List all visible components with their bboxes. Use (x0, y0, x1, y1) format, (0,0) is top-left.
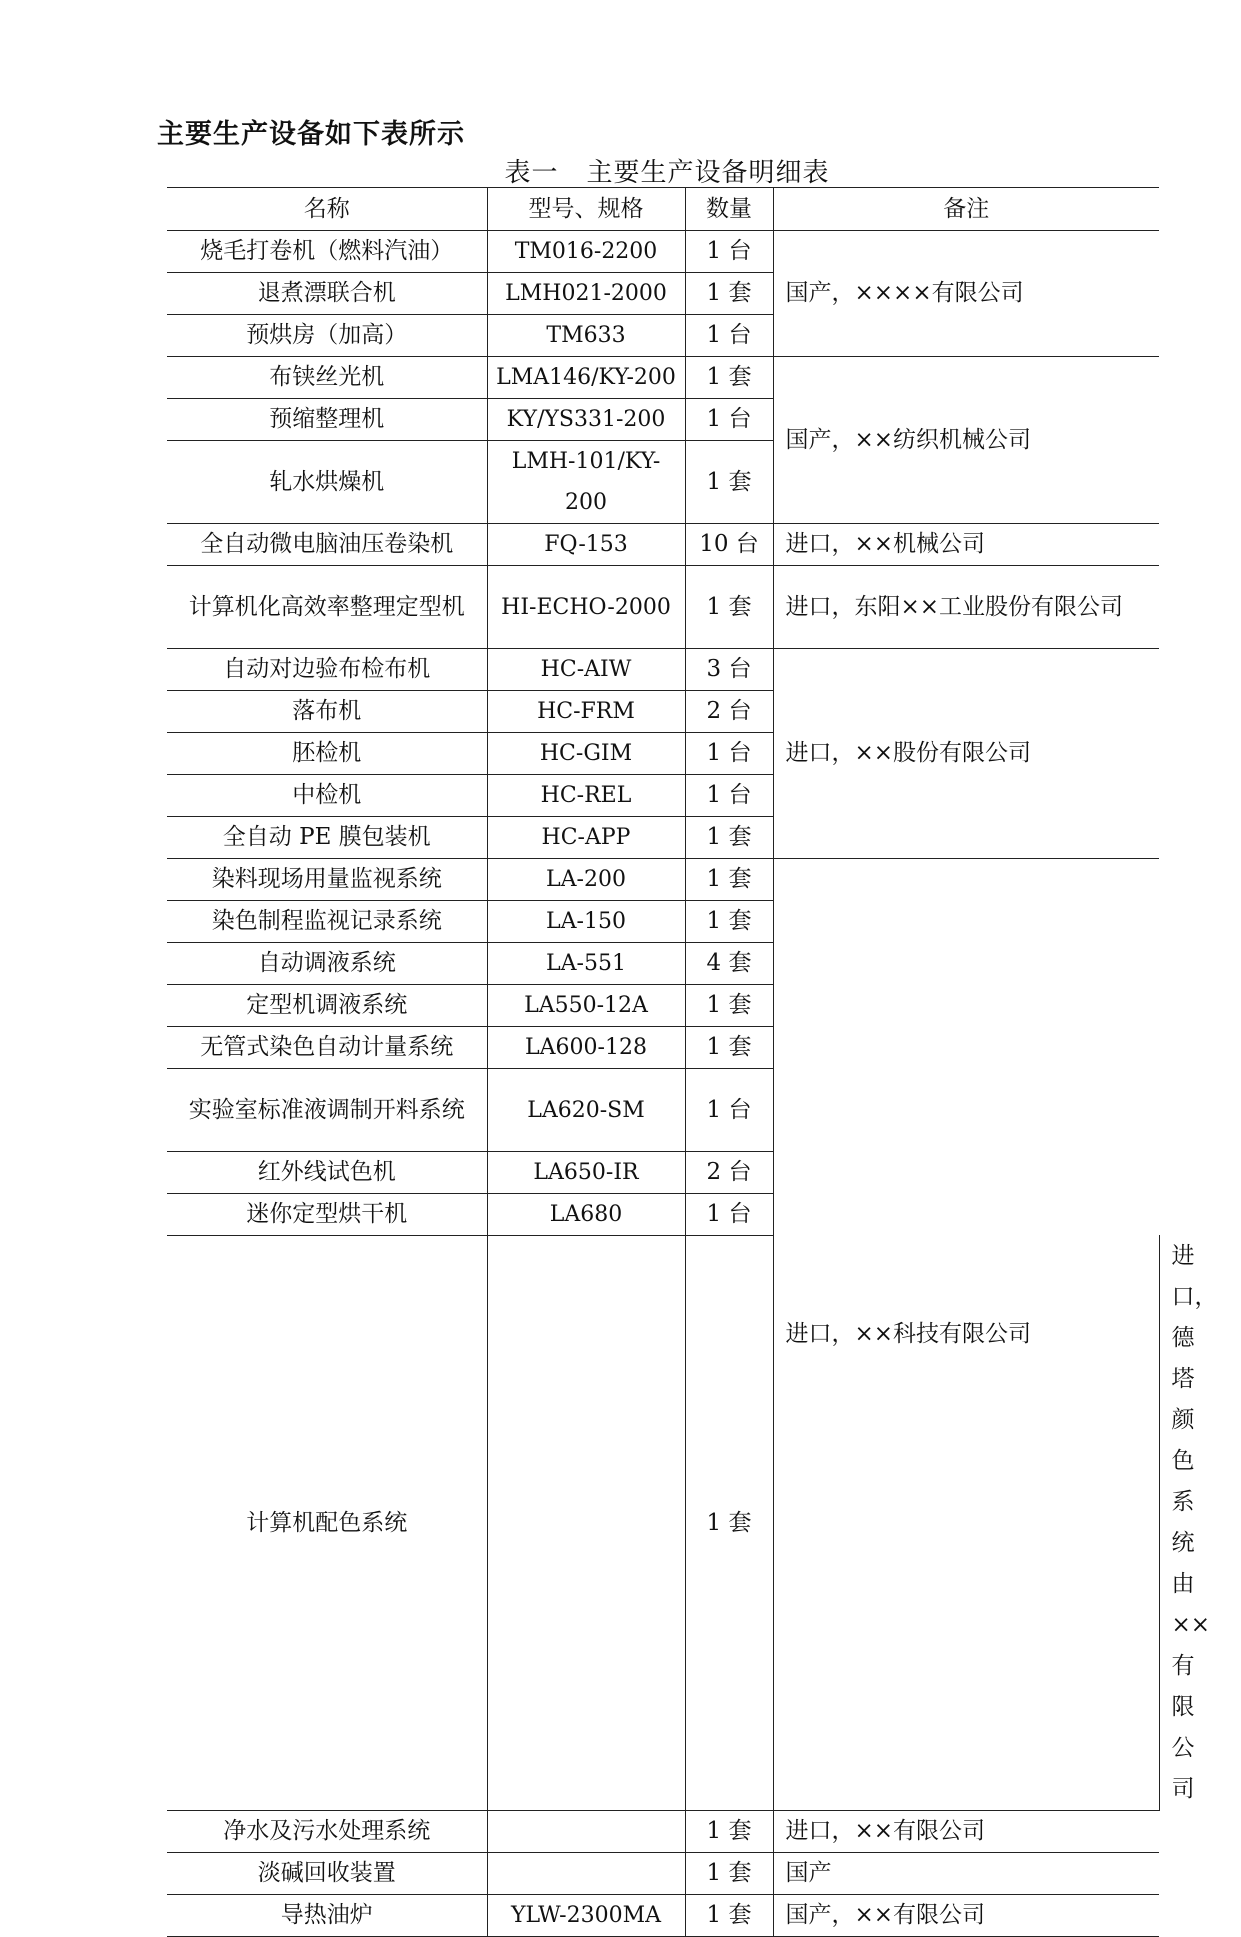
cell-remark: 进口，××机械公司 (773, 524, 1159, 566)
cell-qty: 2 台 (685, 691, 773, 733)
cell-model: HC-AIW (487, 649, 685, 691)
cell-model: LMH021-2000 (487, 273, 685, 315)
cell-model: KY/YS331-200 (487, 399, 685, 441)
cell-name: 预烘房（加高） (167, 315, 487, 357)
cell-qty: 1 套 (685, 441, 773, 524)
cell-model: LA600-128 (487, 1027, 685, 1069)
cell-name: 导热油炉 (167, 1895, 487, 1937)
cell-model: LA680 (487, 1194, 685, 1236)
equipment-table (167, 187, 1218, 1937)
table-row (167, 859, 1159, 901)
cell-model: LMH-101/KY-200 (487, 441, 685, 524)
table-title: 主要生产设备明细表 (586, 158, 830, 188)
cell-remark: 进口，××有限公司 (773, 1811, 1159, 1853)
cell-name: 自动调液系统 (167, 943, 487, 985)
cell-qty: 1 套 (685, 357, 773, 399)
cell-name: 自动对边验布检布机 (167, 649, 487, 691)
cell-model: LA-551 (487, 943, 685, 985)
cell-name: 定型机调液系统 (167, 985, 487, 1027)
cell-qty: 1 套 (685, 1895, 773, 1937)
table-row (167, 524, 1159, 566)
section-heading: 主要生产设备如下表所示 (157, 119, 465, 150)
cell-model (487, 1811, 685, 1853)
cell-qty: 1 套 (685, 901, 773, 943)
cell-model: YLW-2300MA (487, 1895, 685, 1937)
cell-qty: 1 台 (685, 399, 773, 441)
table-row (167, 1853, 1159, 1895)
cell-name: 胚检机 (167, 733, 487, 775)
cell-model: HC-FRM (487, 691, 685, 733)
table-row (167, 566, 1159, 649)
col-header-qty: 数量 (685, 188, 773, 231)
table-row (167, 1895, 1159, 1937)
cell-model: LA-150 (487, 901, 685, 943)
cell-qty: 10 台 (685, 524, 773, 566)
cell-name: 轧水烘燥机 (167, 441, 487, 524)
cell-remark: 国产，××有限公司 (773, 1895, 1159, 1937)
cell-name: 全自动微电脑油压卷染机 (167, 524, 487, 566)
cell-model: LA650-IR (487, 1152, 685, 1194)
table-row (167, 1811, 1159, 1853)
cell-name: 迷你定型烘干机 (167, 1194, 487, 1236)
cell-qty: 1 套 (685, 1811, 773, 1853)
cell-remark: 国产，××××有限公司 (773, 231, 1159, 357)
cell-qty: 1 台 (685, 1069, 773, 1152)
col-header-model: 型号、规格 (487, 188, 685, 231)
cell-name: 全自动 PE 膜包装机 (167, 817, 487, 859)
cell-name: 染色制程监视记录系统 (167, 901, 487, 943)
cell-name: 退煮漂联合机 (167, 273, 487, 315)
cell-qty: 1 套 (685, 566, 773, 649)
cell-model: FQ-153 (487, 524, 685, 566)
cell-remark: 进口，××股份有限公司 (773, 649, 1159, 859)
cell-name: 淡碱回收装置 (167, 1853, 487, 1895)
cell-model: HC-GIM (487, 733, 685, 775)
cell-model: TM633 (487, 315, 685, 357)
cell-name: 计算机化高效率整理定型机 (167, 566, 487, 649)
cell-qty: 3 台 (685, 649, 773, 691)
table-row (167, 231, 1159, 273)
cell-model: LA-200 (487, 859, 685, 901)
cell-model: LA550-12A (487, 985, 685, 1027)
cell-name: 实验室标准液调制开料系统 (167, 1069, 487, 1152)
cell-name: 红外线试色机 (167, 1152, 487, 1194)
table-caption (167, 152, 1167, 189)
cell-qty: 1 套 (685, 985, 773, 1027)
cell-qty: 1 套 (685, 1027, 773, 1069)
cell-remark: 进口，××科技有限公司 (773, 859, 1159, 1811)
cell-qty: 1 台 (685, 315, 773, 357)
cell-name: 无管式染色自动计量系统 (167, 1027, 487, 1069)
cell-name: 染料现场用量监视系统 (167, 859, 487, 901)
cell-qty: 1 套 (685, 1853, 773, 1895)
cell-name: 净水及污水处理系统 (167, 1811, 487, 1853)
table-number: 表一 (504, 158, 559, 188)
cell-qty: 1 台 (685, 775, 773, 817)
cell-remark: 国产，××纺织机械公司 (773, 357, 1159, 524)
cell-qty: 1 套 (685, 859, 773, 901)
cell-qty: 1 台 (685, 1194, 773, 1236)
cell-qty: 1 套 (685, 273, 773, 315)
col-header-name: 名称 (167, 188, 487, 231)
cell-qty: 2 台 (685, 1152, 773, 1194)
cell-model: HC-REL (487, 775, 685, 817)
cell-model (487, 1853, 685, 1895)
cell-name: 落布机 (167, 691, 487, 733)
cell-qty: 4 套 (685, 943, 773, 985)
cell-name: 烧毛打卷机（燃料汽油） (167, 231, 487, 273)
cell-model (487, 1236, 685, 1811)
cell-qty: 1 台 (685, 733, 773, 775)
table-row (167, 357, 1159, 399)
col-header-remark: 备注 (773, 188, 1159, 231)
cell-model: LA620-SM (487, 1069, 685, 1152)
cell-name: 布铗丝光机 (167, 357, 487, 399)
table-header-row (167, 188, 1159, 231)
cell-model: HI-ECHO-2000 (487, 566, 685, 649)
table-row: 计算机配色系统 1 套 进口，德塔颜色系统由××有限公司 (167, 1236, 1159, 1811)
table-row (167, 649, 1159, 691)
cell-remark: 国产 (773, 1853, 1159, 1895)
cell-name: 中检机 (167, 775, 487, 817)
cell-name: 计算机配色系统 (167, 1236, 487, 1811)
cell-model: LMA146/KY-200 (487, 357, 685, 399)
cell-qty: 1 套 (685, 817, 773, 859)
cell-qty: 1 套 (685, 1236, 773, 1811)
cell-name: 预缩整理机 (167, 399, 487, 441)
cell-remark: 进口，东阳××工业股份有限公司 (773, 566, 1159, 649)
cell-model: TM016-2200 (487, 231, 685, 273)
cell-qty: 1 台 (685, 231, 773, 273)
cell-model: HC-APP (487, 817, 685, 859)
